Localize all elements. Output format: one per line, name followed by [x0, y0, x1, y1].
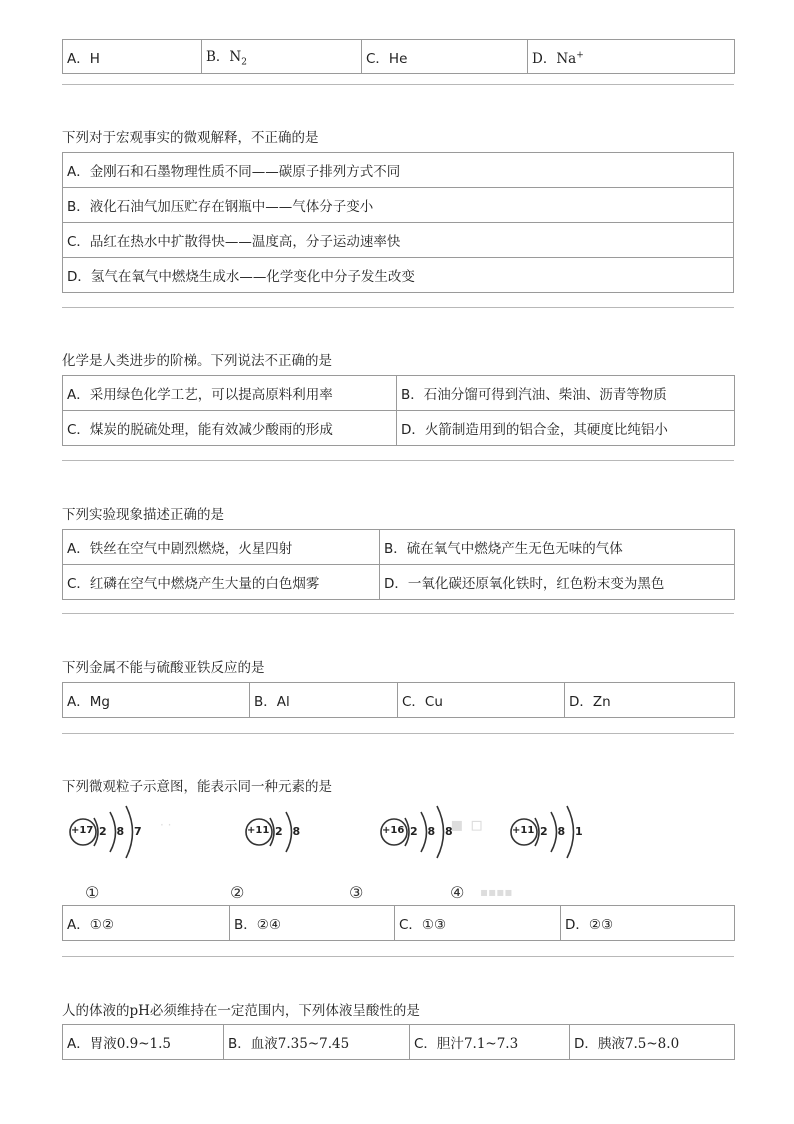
q6-options-table: [62, 905, 735, 941]
diagram-label-4: ④: [450, 883, 465, 902]
q3-stem: 化学是人类进步的阶梯。下列说法不正确的是: [62, 353, 332, 369]
atom-diagram-3: [377, 798, 457, 866]
electron-shells: 2 8 8: [410, 825, 453, 838]
q2-option-b: B．液化石油气加压贮存在钢瓶中——气体分子变小: [63, 188, 734, 223]
q1-options-table: [62, 39, 735, 74]
q3-option-d: D．火箭制造用到的铝合金，其硬度比纯铝小: [397, 411, 735, 446]
atom-diagram-1: [66, 798, 146, 866]
q4-option-d: D．一氧化碳还原氧化铁时，红色粉末变为黑色: [380, 565, 735, 600]
q1-option-c: C．He: [362, 40, 528, 74]
separator: [62, 613, 734, 614]
q7-stem: 人的体液的pH必须维持在一定范围内，下列体液呈酸性的是: [62, 1003, 420, 1019]
scan-noise: ▪ ▫: [450, 812, 484, 836]
q1-option-a: A．H: [63, 40, 202, 74]
q6-option-b: B．②④: [230, 906, 395, 941]
q4-options-table: [62, 529, 735, 600]
q7-option-d: D．胰液7.5~8.0: [570, 1025, 735, 1060]
q2-option-a: A．金刚石和石墨物理性质不同——碳原子排列方式不同: [63, 153, 734, 188]
q3-option-c: C．煤炭的脱硫处理，能有效减少酸雨的形成: [63, 411, 397, 446]
q5-options-table: [62, 682, 735, 718]
q1-option-d: D．Na+: [528, 40, 735, 74]
q2-stem: 下列对于宏观事实的微观解释，不正确的是: [62, 130, 319, 146]
nucleus-charge: +11: [247, 825, 270, 836]
nucleus-charge: +11: [512, 825, 535, 836]
q5-option-c: C．Cu: [398, 683, 565, 718]
atom-diagram-4: [507, 798, 587, 866]
nucleus-charge: +16: [382, 825, 405, 836]
q1-option-b: B．$N_2$: [202, 40, 362, 74]
q3-option-a: A．采用绿色化学工艺，可以提高原料利用率: [63, 376, 397, 411]
q4-option-c: C．红磷在空气中燃烧产生大量的白色烟雾: [63, 565, 380, 600]
electron-shells: 2 8 7: [99, 825, 142, 838]
q6-option-c: C．①③: [395, 906, 561, 941]
separator: [62, 956, 734, 957]
atom-diagram-2: [242, 798, 312, 866]
scan-noise: ▪▪▪▪: [480, 885, 513, 899]
q5-option-d: D．Zn: [565, 683, 735, 718]
separator: [62, 460, 734, 461]
q4-stem: 下列实验现象描述正确的是: [62, 507, 224, 523]
q7-option-c: C．胆汁7.1~7.3: [410, 1025, 570, 1060]
separator: [62, 84, 734, 85]
q3-option-b: B．石油分馏可得到汽油、柴油、沥青等物质: [397, 376, 735, 411]
q2-options-table: [62, 152, 734, 293]
nucleus-charge: +17: [71, 825, 94, 836]
q7-option-a: A．胃液0.9~1.5: [63, 1025, 224, 1060]
diagram-label-1: ①: [85, 883, 100, 902]
q3-options-table: [62, 375, 735, 446]
q5-stem: 下列金属不能与硫酸亚铁反应的是: [62, 660, 265, 676]
q4-option-a: A．铁丝在空气中剧烈燃烧，火星四射: [63, 530, 380, 565]
q6-option-d: D．②③: [561, 906, 735, 941]
q7-option-b: B．血液7.35~7.45: [224, 1025, 410, 1060]
q6-stem: 下列微观粒子示意图，能表示同一种元素的是: [62, 779, 332, 795]
scan-noise: · ·: [160, 818, 172, 832]
q2-option-d: D．氢气在氧气中燃烧生成水——化学变化中分子发生改变: [63, 258, 734, 293]
separator: [62, 307, 734, 308]
q5-option-b: B．Al: [250, 683, 398, 718]
electron-shells: 2 8: [275, 825, 301, 838]
electron-shells: 2 8 1: [540, 825, 583, 838]
q5-option-a: A．Mg: [63, 683, 250, 718]
q7-options-table: [62, 1024, 735, 1060]
q4-option-b: B．硫在氧气中燃烧产生无色无味的气体: [380, 530, 735, 565]
separator: [62, 733, 734, 734]
diagram-label-3: ③: [349, 883, 364, 902]
q6-option-a: A．①②: [63, 906, 230, 941]
diagram-label-2: ②: [230, 883, 245, 902]
q2-option-c: C．品红在热水中扩散得快——温度高，分子运动速率快: [63, 223, 734, 258]
